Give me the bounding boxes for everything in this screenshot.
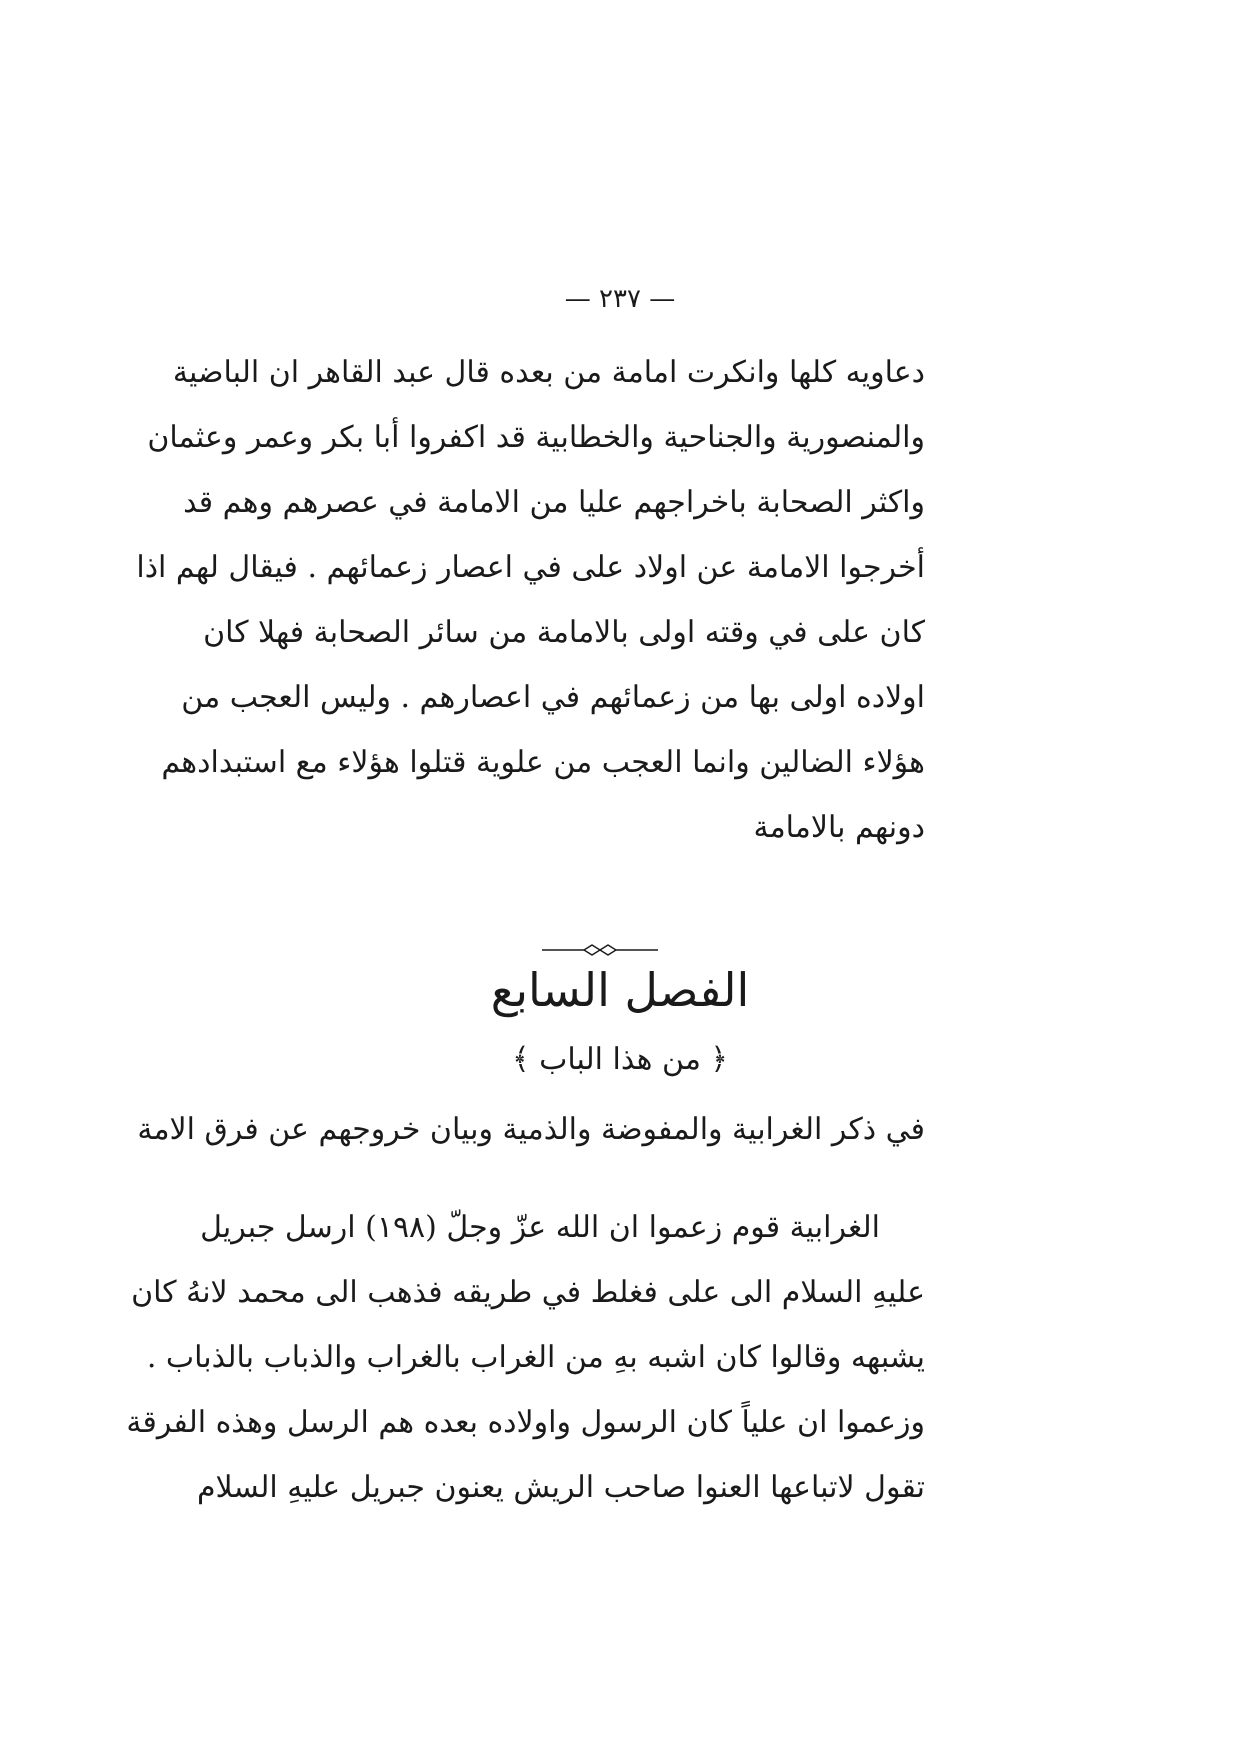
- text-line: واكثر الصحابة باخراجهم عليا من الامامة في عصرهم وهم قد: [183, 485, 925, 520]
- text-line: عليهِ السلام الى على فغلط في طريقه فذهب الى محمد لانهُ كان: [131, 1275, 925, 1310]
- section-heading: في ذكر الغرابية والمفوضة والذمية وبيان خروجهم عن فرق الامة: [137, 1112, 925, 1147]
- text-line: كان على في وقته اولى بالامامة من سائر الصحابة فهلا كان: [203, 615, 925, 650]
- paragraph-1: [136, 340, 925, 860]
- paragraph-2: [126, 1195, 925, 1520]
- text-line: دعاويه كلها وانكرت امامة من بعده قال عبد القاهر ان الباضية: [172, 355, 925, 390]
- text-line: وزعموا ان علياً كان الرسول واولاده بعده هم الرسل وهذه الفرقة: [126, 1405, 925, 1440]
- text-line: الغرابية قوم زعموا ان الله عزّ وجلّ (١٩٨) ارسل جبريل: [200, 1210, 880, 1245]
- text-line: دونهم بالامامة: [753, 810, 925, 845]
- text-line: تقول لاتباعها العنوا صاحب الريش يعنون جبريل عليهِ السلام: [196, 1470, 925, 1505]
- text-line: هؤلاء الضالين وانما العجب من علوية قتلوا هؤلاء مع استبدادهم: [161, 745, 925, 780]
- text-line: والمنصورية والجناحية والخطابية قد اكفروا أبا بكر وعمر وعثمان: [147, 420, 925, 455]
- text-line: أخرجوا الامامة عن اولاد على في اعصار زعمائهم . فيقال لهم اذا: [136, 550, 925, 585]
- section-subtitle: ﴿ من هذا الباب ﴾: [511, 1042, 729, 1077]
- page-number: — ٢٣٧ —: [564, 284, 676, 314]
- text-line: اولاده اولى بها من زعمائهم في اعصارهم . وليس العجب من: [181, 680, 925, 715]
- text-line: يشبهه وقالوا كان اشبه بهِ من الغراب بالغراب والذباب بالذباب .: [146, 1340, 925, 1375]
- chapter-title: الفصل السابع: [490, 963, 750, 1017]
